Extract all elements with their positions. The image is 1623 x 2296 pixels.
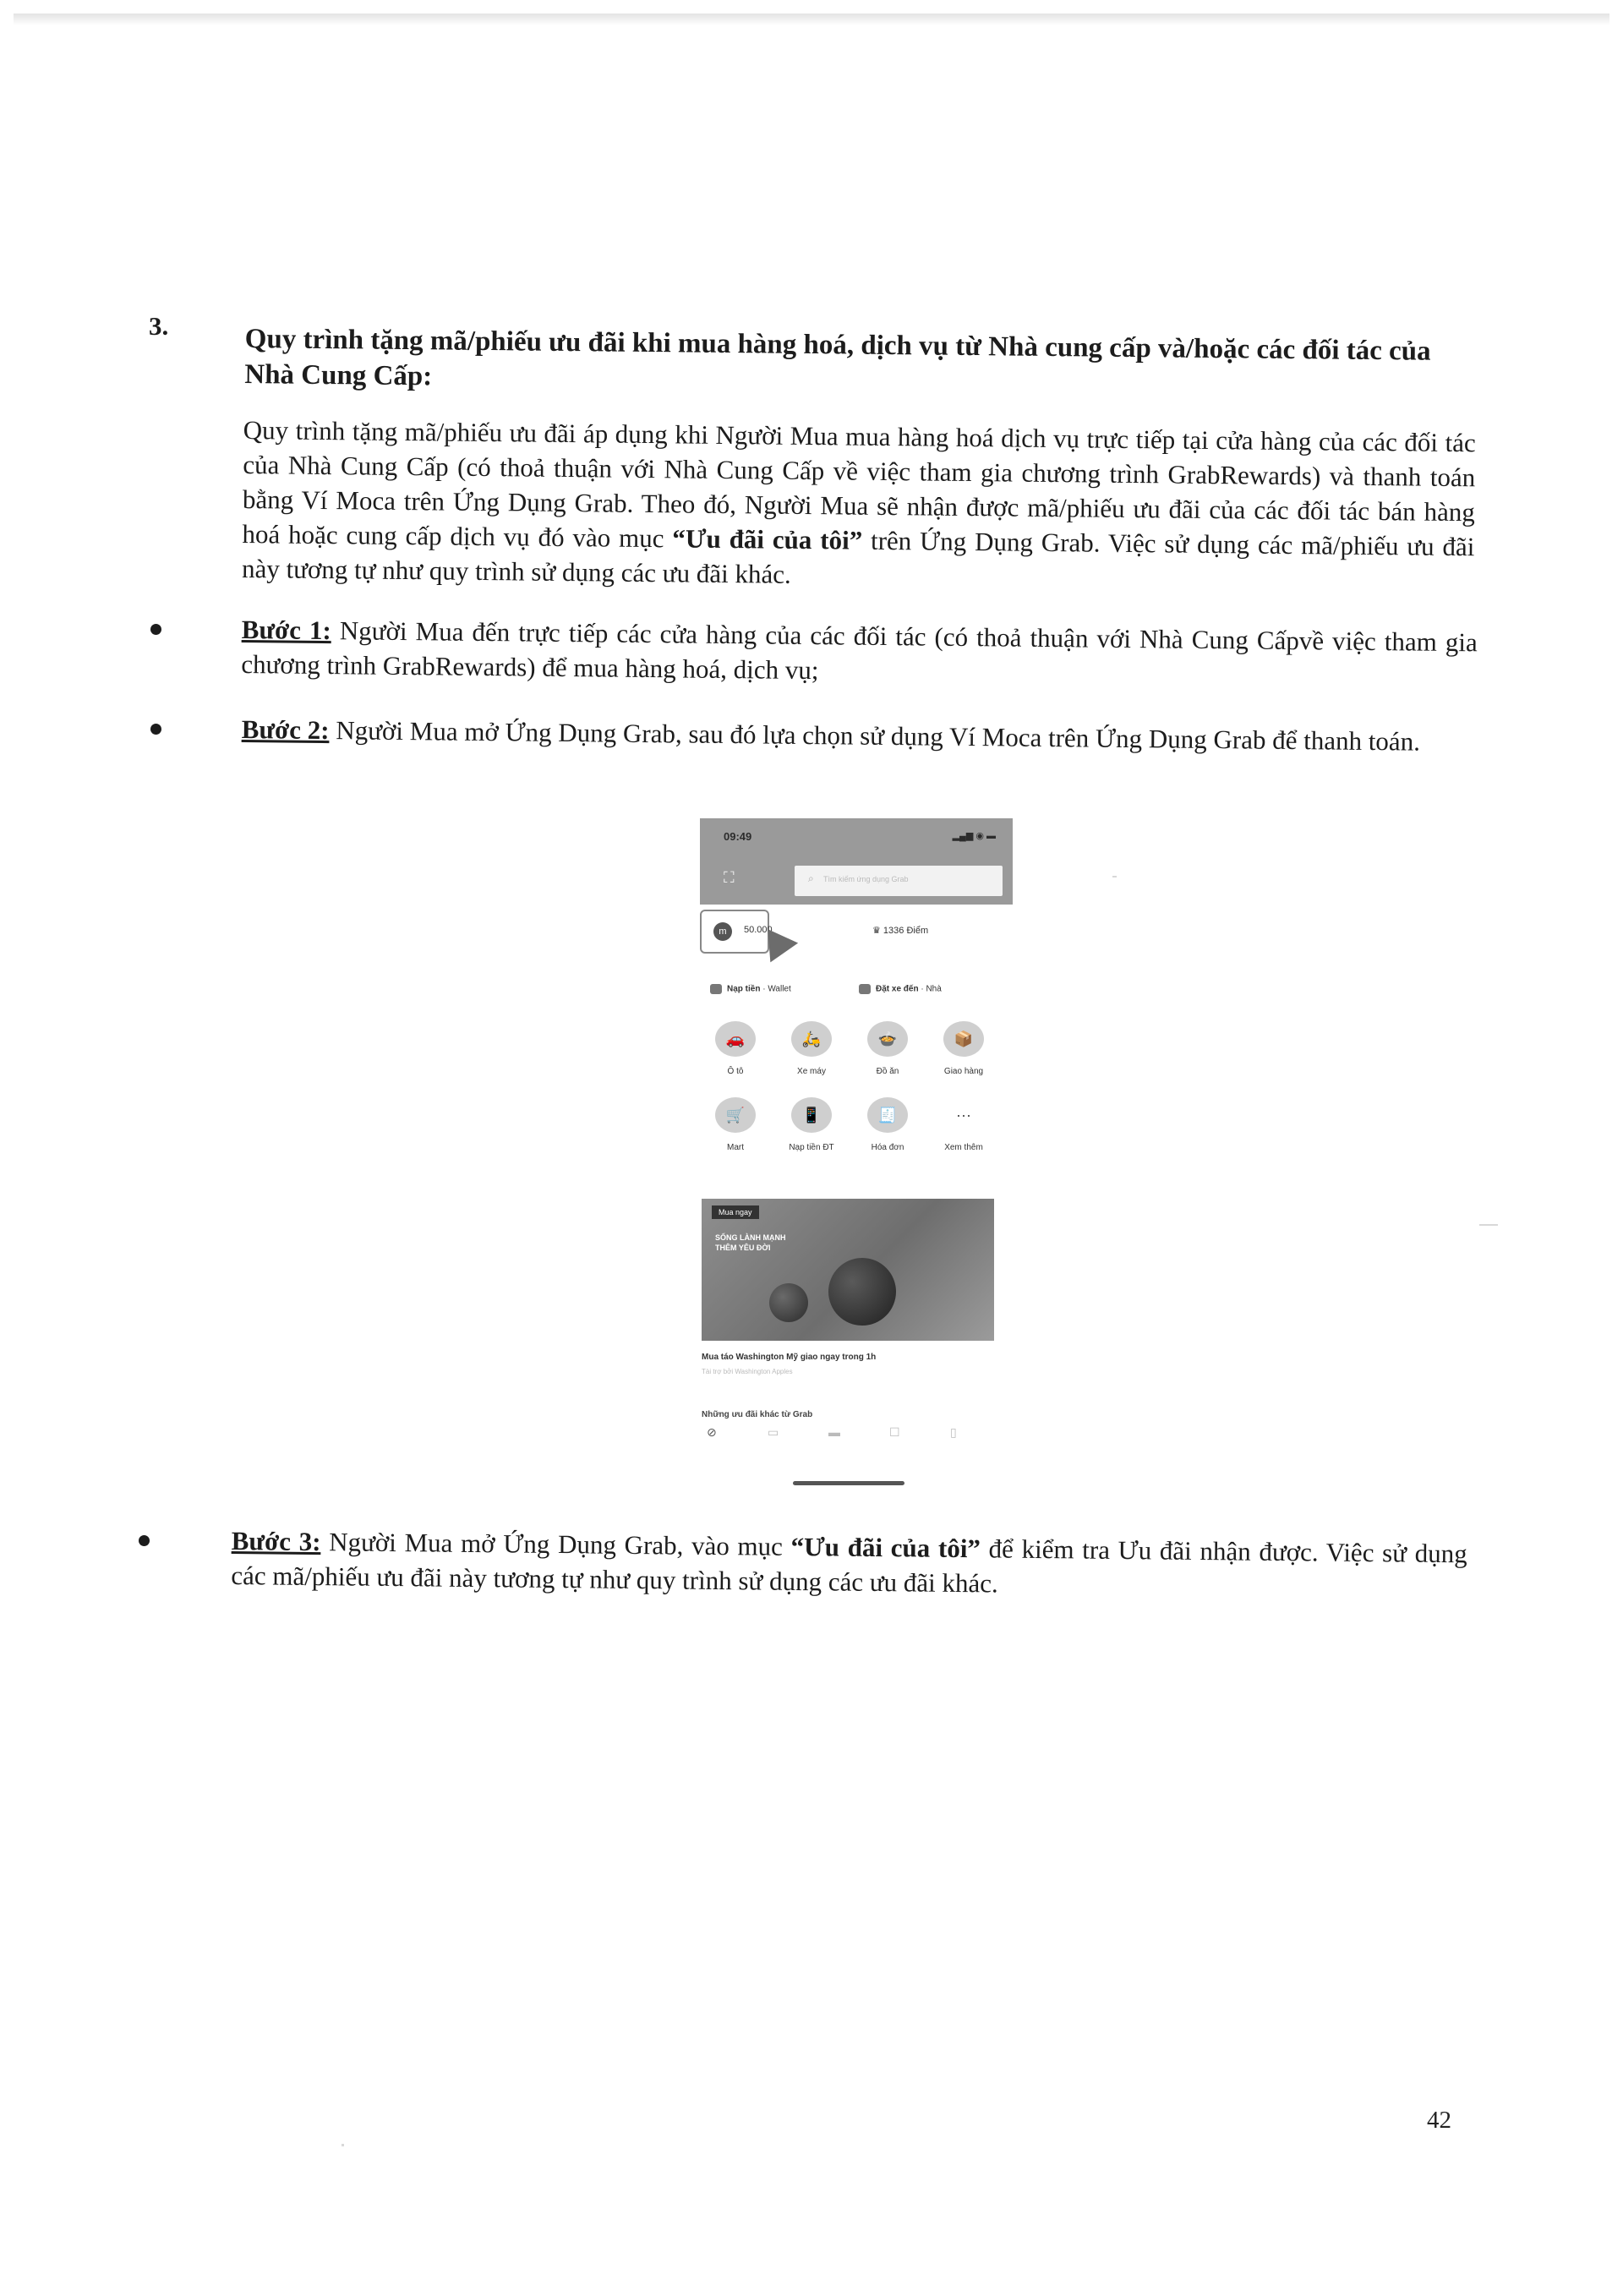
page-number: 42	[1427, 2107, 1451, 2134]
banner-tag: Mua ngay	[712, 1205, 759, 1219]
apple-image	[828, 1258, 896, 1326]
quick-ride-light: · Nhà	[918, 984, 942, 994]
banner-slogan	[715, 1233, 786, 1253]
service-car	[702, 1021, 769, 1076]
ride-icon	[859, 984, 871, 994]
intro-text-2: trên Ứng Dụng Grab. Việc sử dụng các mã/phiếu ưu đãi này tương tự như quy trình sử dụng các ưu đãi khác.	[241, 525, 1475, 589]
payment-nav-icon: ▬	[828, 1425, 840, 1439]
promo-banner	[702, 1199, 994, 1341]
reward-points-text: 1336 Điểm	[883, 926, 929, 936]
service-scooter	[778, 1021, 845, 1076]
scan-speck	[1479, 1224, 1498, 1226]
service-phone-topup	[778, 1097, 845, 1152]
service-label: Xem thêm	[944, 1143, 983, 1152]
service-mart	[702, 1097, 769, 1152]
service-label: Ô tô	[727, 1067, 744, 1076]
step-3-text-before: Người Mua mở Ứng Dụng Grab, vào mục	[320, 1527, 791, 1561]
service-label: Hóa đơn	[871, 1143, 904, 1152]
inbox-nav-icon: ☐	[889, 1425, 900, 1439]
banner-caption: Mua táo Washington Mỹ giao ngay trong 1h	[702, 1353, 877, 1362]
grab-app-screenshot	[693, 818, 1013, 1500]
food-icon: 🍲	[867, 1021, 908, 1057]
quick-ride-bold: Đặt xe đến	[876, 984, 919, 994]
section-title: Quy trình tặng mã/phiếu ưu đãi khi mua hàng hoá, dịch vụ từ Nhà cung cấp và/hoặc các đối tác của Nhà Cung Cấp:	[244, 323, 1431, 392]
section-number: 3.	[149, 311, 169, 341]
banner-slogan-line1: SỐNG LÀNH MẠNH	[715, 1233, 786, 1242]
reward-points: ♛ 1336 Điểm	[872, 926, 929, 936]
banner-subcaption: Tài trợ bởi Washington Apples	[702, 1368, 793, 1375]
step-3-emphasis: “Ưu đãi của tôi”	[790, 1531, 981, 1564]
account-nav-icon: ▯	[950, 1425, 957, 1439]
package-icon: 📦	[943, 1021, 984, 1057]
service-label: Giao hàng	[943, 1067, 984, 1076]
service-more	[930, 1097, 997, 1152]
service-label: Xe máy	[797, 1067, 826, 1076]
signal-battery-icon: ▂▄▆ ◉ ▬	[952, 831, 996, 841]
more-offers-title: Những ưu đãi khác từ Grab	[702, 1410, 813, 1419]
step-1	[241, 612, 1478, 694]
service-label: Nạp tiền ĐT	[789, 1143, 834, 1152]
scan-speck	[1112, 876, 1117, 877]
home-nav-icon: ⊘	[707, 1425, 717, 1439]
step-3-text-after: để kiểm tra Ưu đãi nhận được. Việc sử dụng các mã/phiếu ưu đãi này tương tự như quy trình sử dụng các ưu đãi khác.	[231, 1533, 1467, 1599]
intro-emphasis: “Ưu đãi của tôi”	[672, 523, 863, 555]
quick-topup-light: · Wallet	[760, 984, 791, 994]
quick-topup-bold: Nạp tiền	[727, 984, 761, 994]
step-2-label: Bước 2:	[241, 713, 330, 746]
bill-icon: 🧾	[867, 1097, 908, 1133]
quick-action-ride	[859, 984, 942, 994]
service-delivery	[930, 1021, 997, 1076]
bullet-step-3	[139, 1535, 150, 1546]
status-time: 09:49	[724, 830, 752, 843]
more-icon: ···	[956, 1107, 971, 1123]
bullet-step-1	[150, 624, 161, 635]
bullet-step-2	[150, 724, 161, 735]
step-2	[242, 712, 1478, 759]
scooter-icon: 🛵	[791, 1021, 832, 1057]
search-icon: ⌕	[808, 872, 814, 884]
search-placeholder: Tìm kiếm ứng dụng Grab	[823, 875, 909, 883]
wallet-amount: 50.000	[744, 925, 773, 935]
scan-edge	[14, 14, 1609, 25]
service-label: Đồ ăn	[876, 1067, 899, 1076]
service-food	[854, 1021, 921, 1076]
search-bar	[795, 866, 1003, 896]
step-1-text: Người Mua đến trực tiếp các cửa hàng của các đối tác (có thoả thuận với Nhà Cung Cấpvề việc tham gia chương trình GrabRewards) để mua hàng hoá, dịch vụ;	[241, 615, 1478, 686]
scan-icon: ⛶	[724, 869, 735, 886]
quick-action-topup	[710, 984, 791, 994]
service-label: Mart	[727, 1143, 744, 1152]
apple-image	[769, 1283, 808, 1322]
topup-icon	[710, 984, 722, 994]
wallet-icon: m	[713, 922, 732, 941]
step-3	[231, 1523, 1467, 1605]
car-icon: 🚗	[715, 1021, 756, 1057]
home-indicator	[793, 1481, 904, 1485]
service-bill	[854, 1097, 921, 1152]
step-2-text: Người Mua mở Ứng Dụng Grab, sau đó lựa chọn sử dụng Ví Moca trên Ứng Dụng Grab để thanh toán.	[329, 715, 1421, 757]
step-3-label: Bước 3:	[231, 1525, 321, 1557]
cart-icon: 🛒	[715, 1097, 756, 1133]
intro-text-1: Quy trình tặng mã/phiếu ưu đãi áp dụng khi Người Mua mua hàng hoá dịch vụ trực tiếp tại cửa hàng của các đối tác của Nhà Cung Cấp (có thoả thuận với Nhà Cung Cấp về việc tham gia chương trình GrabRewards) và thanh toán bằng Ví Moca trên Ứng Dụng Grab. Theo đó, Người Mua sẽ nhận được mã/phiếu ưu đãi của các đối tác bán hàng hoá hoặc cung cấp dịch vụ đó vào mục	[242, 414, 1476, 554]
step-1-label: Bước 1:	[241, 614, 332, 646]
scan-speck	[342, 2144, 344, 2146]
activity-nav-icon: ▭	[768, 1425, 779, 1439]
banner-slogan-line2: THÊM YÊU ĐỜI	[715, 1244, 771, 1252]
phone-topup-icon: 📱	[791, 1097, 832, 1133]
intro-paragraph	[242, 413, 1476, 599]
